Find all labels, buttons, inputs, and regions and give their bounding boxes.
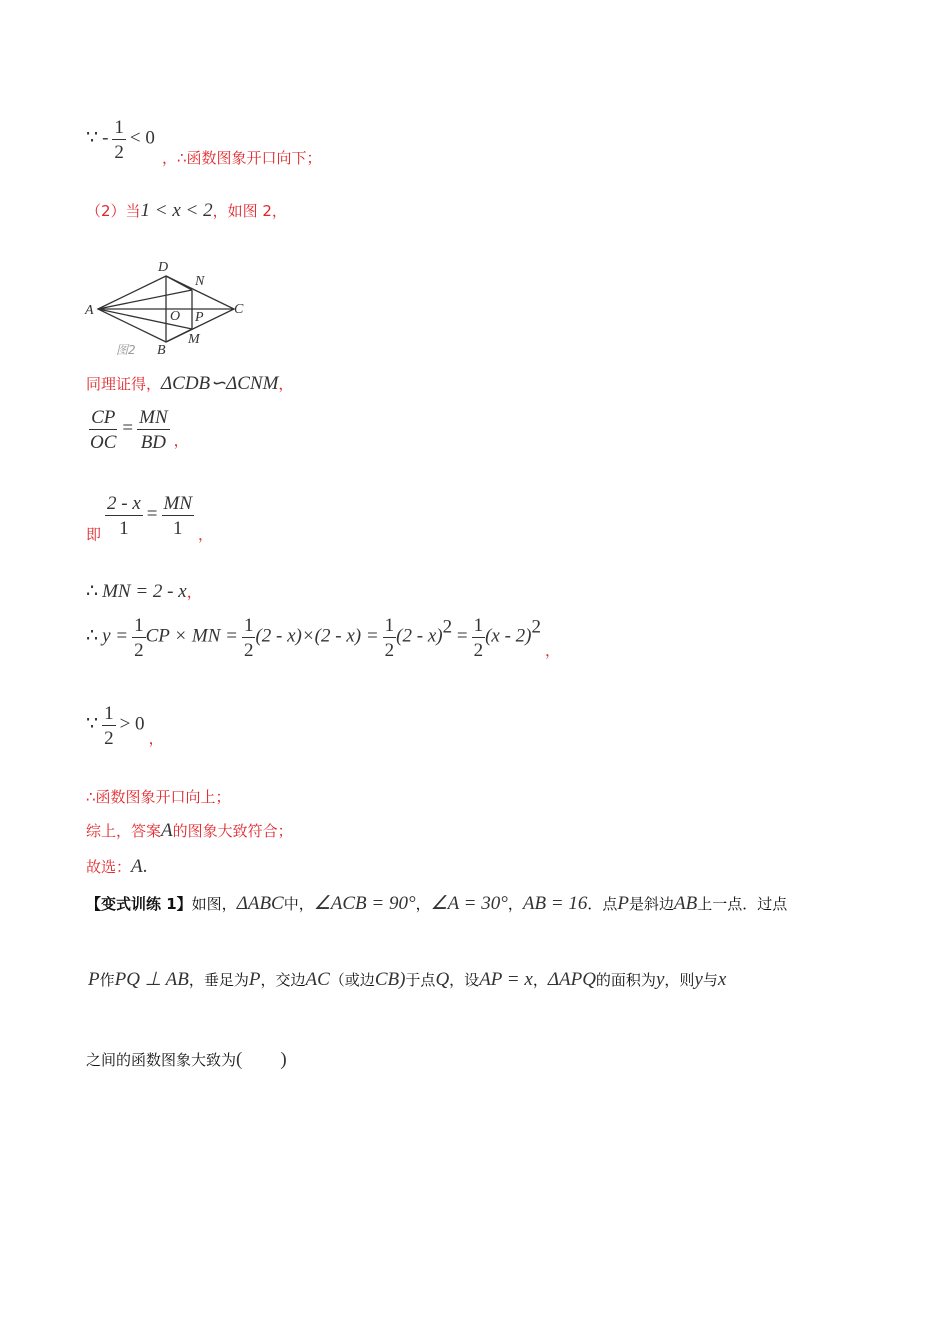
figure-2 [84, 254, 254, 364]
label-p: P [195, 310, 204, 325]
exercise-tag: 【变式训练 1】 [86, 895, 192, 913]
segment-an [98, 290, 192, 309]
mn-line: ∴ MN = 2 - x， [86, 581, 202, 602]
exercise-line-3: 之间的函数图象大致为( ) [86, 1049, 287, 1070]
fraction-half-a: $\frac{1}{2}$ [134, 615, 144, 661]
label-a: A [85, 303, 94, 318]
label-n: N [195, 274, 205, 289]
similar-formula: ΔCDB∽ΔCNM [161, 373, 279, 394]
summary-line: 综上，答案A的图象大致符合； [86, 820, 293, 841]
fraction-cp-oc: $\frac{CP}{OC}$ [90, 407, 117, 453]
block-positive-half: ∵ $\frac{1}{2}$ > 0 ， [86, 703, 164, 749]
fraction-half-positive: $\frac{1}{2}$ [104, 703, 114, 749]
fraction-half-b: $\frac{1}{2}$ [243, 615, 254, 661]
block-negative-half [86, 118, 155, 162]
part2-heading: （2）当1 < x < 2，如图 2， [86, 200, 287, 221]
fraction-half-c: $\frac{1}{2}$ [384, 615, 395, 661]
minus-sign: - [102, 127, 109, 149]
y-formula-line: ∴ y = $\frac{1}{2}$ CP × MN = $\frac{1}{2}$ (2 - x)×(2 - x) = $\frac{1}{2}$ (2 - x)$^2$ = $\frac{1}{2}$ (x - 2)$^2$ ， [86, 615, 560, 661]
segment-dn [166, 276, 192, 290]
label-b: B [157, 343, 166, 358]
fraction-2-minus-x: $\frac{2 - x}{1}$ [107, 493, 141, 539]
label-d: D [158, 260, 169, 275]
condition-expr: 1 < x < 2 [140, 200, 213, 221]
exercise-line-2: P作PQ ⊥ AB，垂足为P，交边AC（或边CB)于点Q，设AP = x，ΔAPQ的面积为y，则y与x [88, 969, 727, 990]
label-m: M [188, 332, 200, 347]
figure-caption: 图2 [116, 343, 136, 357]
label-o: O [170, 309, 181, 324]
fraction-half-d: $\frac{1}{2}$ [473, 615, 484, 661]
compare-zero: < 0 [129, 127, 155, 149]
exercise-line-1: 【变式训练 1】如图，ΔABC中，∠ACB = 90°，∠A = 30°，AB = 16．点P是斜边AB上一点．过点 [86, 893, 788, 914]
conclusion-up: ∴函数图象开口向上； [86, 788, 231, 806]
ratio-line: $\frac{CP}{OC}$ = $\frac{MN}{BD}$ ， [90, 407, 189, 453]
mn-expression: MN = 2 - x [102, 581, 187, 602]
answer-paren: ( ) [236, 1049, 287, 1070]
ratio2-line: 即 $\frac{2 - x}{1}$ = $\frac{MN}{1}$ ， [86, 493, 214, 544]
choice-line: 故选：A. [86, 856, 148, 877]
because-symbol: ∵ [86, 127, 99, 149]
fraction-mn-bd: $\frac{MN}{BD}$ [139, 407, 168, 453]
similar-line: 同理证得，ΔCDB∽ΔCNM， [86, 373, 294, 394]
conclusion-down: ，∴函数图象开口向下； [162, 149, 322, 167]
fraction-mn-1: $\frac{MN}{1}$ [163, 493, 192, 539]
label-c: C [234, 302, 244, 317]
fraction-half: $\frac{1}{2}$ [114, 117, 124, 163]
